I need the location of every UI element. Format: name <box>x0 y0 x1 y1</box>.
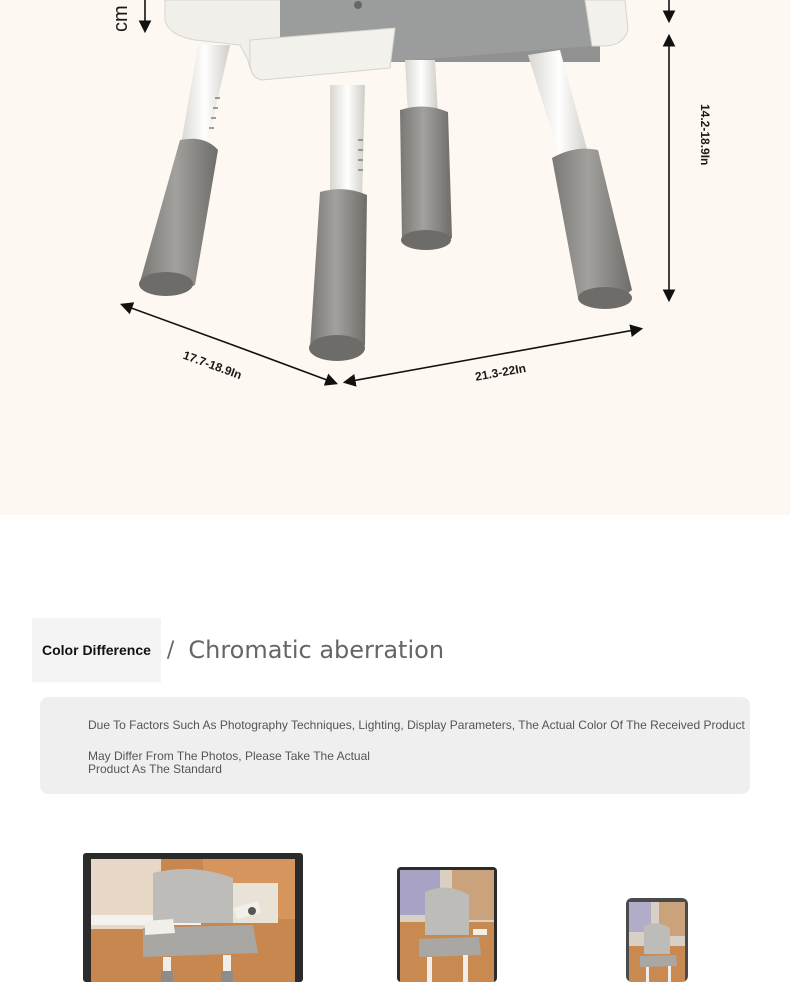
section-heading <box>32 618 444 682</box>
notice-line-1: Due To Factors Such As Photography Techniques, Lighting, Display Parameters, The Actual Color Of The Received Product <box>88 718 745 732</box>
color-difference-notice <box>40 697 750 794</box>
phone-preview <box>626 898 688 982</box>
notice-line-3: Product As The Standard <box>88 762 222 776</box>
notice-line-2: May Differ From The Photos, Please Take The Actual <box>88 749 370 763</box>
section-tag: Color Difference <box>32 618 161 682</box>
tablet-chair-photo <box>397 867 497 982</box>
monitor-chair-photo <box>83 853 303 982</box>
monitor-preview <box>83 853 303 982</box>
phone-chair-photo <box>626 898 688 982</box>
height-dimension-label: 14.2-18.9In <box>698 104 712 166</box>
dimension-unit-label: cm <box>110 5 132 32</box>
width-dimension-label: 21.3-22In <box>474 361 528 384</box>
section-title: Chromatic aberration <box>188 636 445 664</box>
heading-separator: / <box>166 637 175 663</box>
depth-dimension-label: 17.7-18.9In <box>181 348 244 383</box>
tablet-preview <box>397 867 497 982</box>
